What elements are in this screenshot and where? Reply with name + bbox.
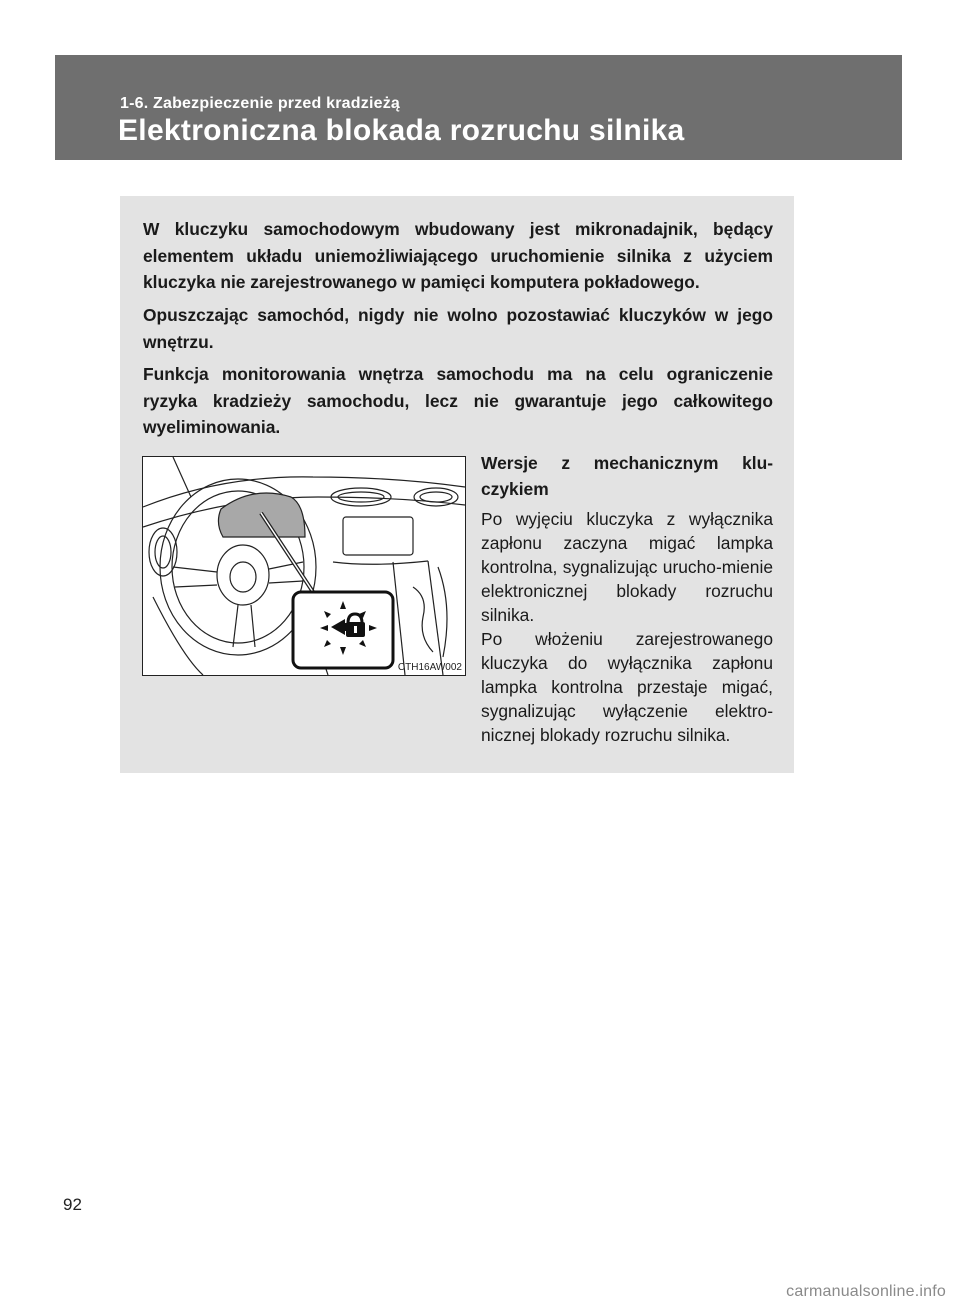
dashboard-drawing [143,457,465,675]
figure-code: CTH16AW002 [397,662,462,673]
monitoring-paragraph: Funkcja monitorowania wnętrza samochodu ma na celu ograniczenie ryzyka kradzieży samochodu, lecz nie gwarantuje jego całkowitego wyeliminowania. [143,364,773,437]
watermark: carmanualsonline.info [786,1283,946,1300]
side-paragraph-removal: Po wyjęciu kluczyka z wyłącznika zapłonu zaczyna migać lampka kontrolna, sygnalizując urucho-mienie elektronicznej blokady rozruchu silnika. [481,509,773,625]
warning-paragraph: Opuszczając samochód, nigdy nie wolno pozostawiać kluczyków w jego wnętrzu. [143,305,773,352]
section-label: 1-6. Zabezpieczenie przed kradzieżą [120,95,400,112]
side-paragraph-insertion: Po włożeniu zarejestrowanego kluczyka do wyłącznika zapłonu lampka kontrolna przestaje migać, sygnalizując wyłączenie elektro-nicznej blokady rozruchu silnika. [481,629,773,745]
page-title: Elektroniczna blokada rozruchu silnika [118,114,685,147]
dashboard-illustration [142,456,466,676]
content-panel [120,196,794,773]
page-header [55,55,902,160]
intro-paragraph: W kluczyku samochodowym wbudowany jest mikronadajnik, będący elementem układu uniemożliwiającego uruchomienie silnika z użyciem kluczyka nie zarejestrowanego w pamięci komputera pokładowego. [143,219,773,292]
side-heading: Wersje z mechanicznym klu-czykiem [481,453,773,499]
page-number: 92 [63,1195,82,1214]
